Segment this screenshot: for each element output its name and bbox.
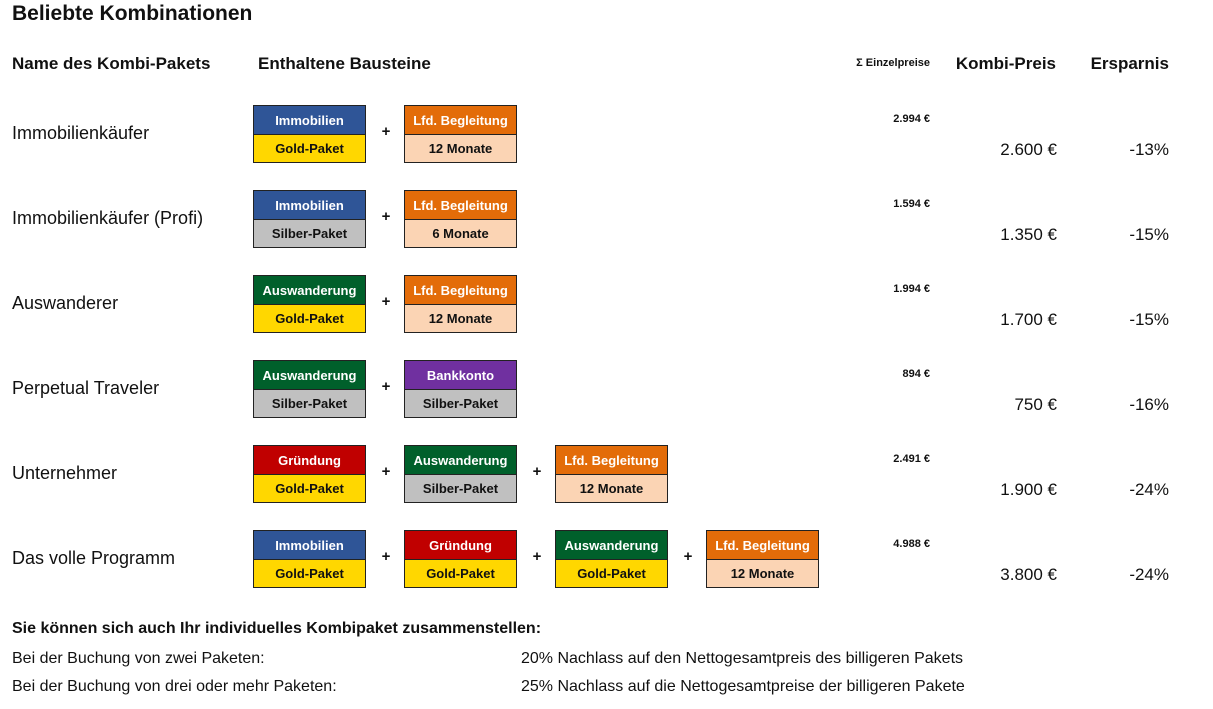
footer-line1-value: 20% Nachlass auf den Nettogesamtpreis des billigeren Pakets (521, 650, 964, 667)
sum-single-prices: 2.491 € (893, 453, 930, 465)
package-row (0, 445, 1213, 505)
module-block (404, 360, 517, 418)
package-name: Auswanderer (12, 293, 119, 313)
module-name: Auswanderung (254, 276, 365, 305)
sum-single-prices: 894 € (902, 368, 930, 380)
sum-single-prices: 2.994 € (893, 113, 930, 125)
sum-single-prices: 4.988 € (893, 538, 930, 550)
header-bausteine: Enthaltene Bausteine (258, 54, 431, 73)
module-variant: 12 Monate (556, 475, 667, 502)
module-variant: Gold-Paket (556, 560, 667, 587)
module-variant: 12 Monate (405, 305, 516, 332)
module-block (404, 105, 517, 163)
page-title: Beliebte Kombinationen (12, 2, 253, 25)
savings-percent: -13% (1129, 140, 1169, 159)
module-name: Lfd. Begleitung (405, 276, 516, 305)
package-name: Immobilienkäufer (12, 123, 150, 143)
footer-heading: Sie können sich auch Ihr individuelles Kombipaket zusammenstellen: (12, 620, 542, 637)
package-row (0, 190, 1213, 250)
footer-line2-label: Bei der Buchung von drei oder mehr Paketen: (12, 678, 337, 695)
module-name: Lfd. Begleitung (556, 446, 667, 475)
module-block (253, 530, 366, 588)
savings-percent: -15% (1129, 225, 1169, 244)
sum-single-prices: 1.594 € (893, 198, 930, 210)
plus-sign: + (381, 293, 391, 310)
module-name: Immobilien (254, 531, 365, 560)
kombi-price: 1.700 € (1000, 310, 1057, 329)
package-name: Unternehmer (12, 463, 118, 483)
module-variant: Gold-Paket (254, 135, 365, 162)
plus-sign: + (532, 548, 542, 565)
module-variant: 6 Monate (405, 220, 516, 247)
footer-line2-value: 25% Nachlass auf die Nettogesamtpreise der billigeren Pakete (521, 678, 965, 695)
module-block (555, 445, 668, 503)
footer-line1-label: Bei der Buchung von zwei Paketen: (12, 650, 265, 667)
plus-sign: + (381, 208, 391, 225)
kombi-price: 1.900 € (1000, 480, 1057, 499)
savings-percent: -24% (1129, 565, 1169, 584)
module-block (253, 275, 366, 333)
module-block (404, 530, 517, 588)
module-block (555, 530, 668, 588)
module-block (404, 190, 517, 248)
module-name: Gründung (254, 446, 365, 475)
plus-sign: + (381, 378, 391, 395)
package-name: Immobilienkäufer (Profi) (12, 208, 204, 228)
plus-sign: + (381, 463, 391, 480)
module-variant: Silber-Paket (254, 390, 365, 417)
package-name: Das volle Programm (12, 548, 176, 568)
module-block (253, 445, 366, 503)
module-variant: Gold-Paket (254, 560, 365, 587)
module-block (404, 275, 517, 333)
plus-sign: + (381, 123, 391, 140)
package-row (0, 275, 1213, 335)
header-sum: Σ Einzelpreise (856, 57, 930, 69)
kombi-price: 3.800 € (1000, 565, 1057, 584)
package-row (0, 360, 1213, 420)
kombi-price: 1.350 € (1000, 225, 1057, 244)
header-ersparnis: Ersparnis (1090, 54, 1169, 73)
package-row (0, 105, 1213, 165)
module-name: Immobilien (254, 191, 365, 220)
module-name: Auswanderung (556, 531, 667, 560)
module-name: Lfd. Begleitung (707, 531, 818, 560)
module-variant: Silber-Paket (405, 475, 516, 502)
module-variant: Gold-Paket (254, 475, 365, 502)
package-row (0, 530, 1213, 590)
sum-single-prices: 1.994 € (893, 283, 930, 295)
module-block (253, 190, 366, 248)
module-name: Bankkonto (405, 361, 516, 390)
module-variant: 12 Monate (405, 135, 516, 162)
module-block (253, 360, 366, 418)
plus-sign: + (381, 548, 391, 565)
plus-sign: + (532, 463, 542, 480)
module-variant: Gold-Paket (254, 305, 365, 332)
kombi-price: 750 € (1014, 395, 1057, 414)
module-name: Lfd. Begleitung (405, 191, 516, 220)
module-name: Auswanderung (405, 446, 516, 475)
module-name: Immobilien (254, 106, 365, 135)
module-name: Lfd. Begleitung (405, 106, 516, 135)
module-variant: Silber-Paket (405, 390, 516, 417)
module-name: Gründung (405, 531, 516, 560)
savings-percent: -24% (1129, 480, 1169, 499)
module-variant: Silber-Paket (254, 220, 365, 247)
savings-percent: -15% (1129, 310, 1169, 329)
module-variant: Gold-Paket (405, 560, 516, 587)
module-block (706, 530, 819, 588)
header-kombi-preis: Kombi-Preis (955, 54, 1056, 73)
module-block (253, 105, 366, 163)
header-name: Name des Kombi-Pakets (12, 54, 211, 73)
package-name: Perpetual Traveler (12, 378, 160, 398)
module-variant: 12 Monate (707, 560, 818, 587)
plus-sign: + (683, 548, 693, 565)
module-name: Auswanderung (254, 361, 365, 390)
module-block (404, 445, 517, 503)
kombi-price: 2.600 € (1000, 140, 1057, 159)
savings-percent: -16% (1129, 395, 1169, 414)
